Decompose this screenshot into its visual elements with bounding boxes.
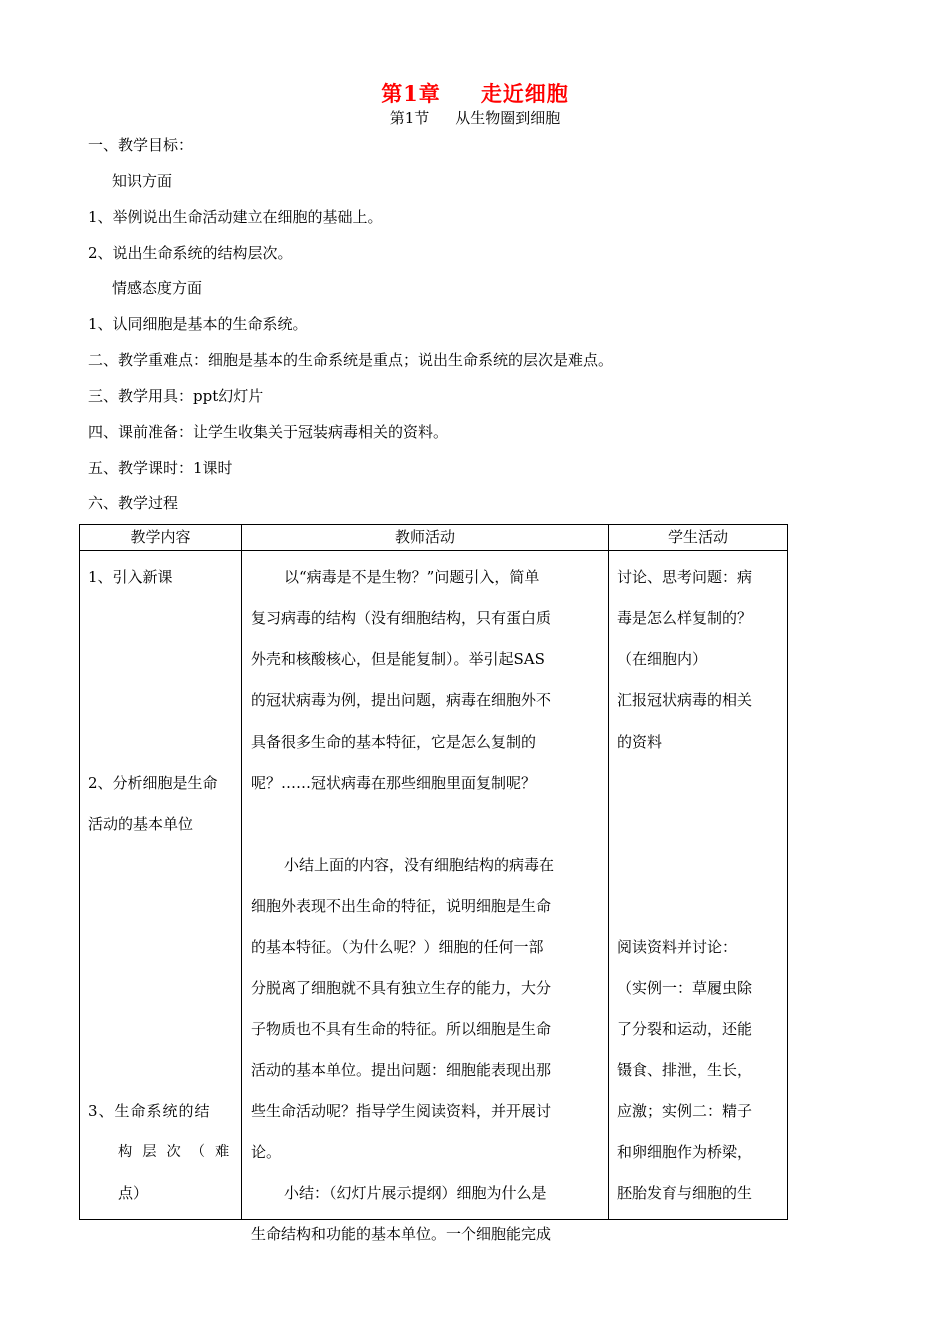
teacher-line: 小结上面的内容，没有细胞结构的病毒在 xyxy=(284,856,555,874)
header-student: 学生活动 xyxy=(609,525,788,551)
chapter-name: 走近细胞 xyxy=(480,81,569,106)
student-line: 胚胎发育与细胞的生 xyxy=(617,1184,753,1202)
student-line: 应激；实例二：精子 xyxy=(617,1102,753,1120)
lesson-table xyxy=(79,524,788,1243)
section-number: 第1节 xyxy=(389,109,430,127)
teacher-line: 复习病毒的结构（没有细胞结构，只有蛋白质 xyxy=(251,609,552,627)
section-name: 从生物圈到细胞 xyxy=(455,109,561,127)
attitude-item: 1、认同细胞是基本的生命系统。 xyxy=(88,315,308,333)
table-header-row xyxy=(80,525,788,551)
key-points: 二、教学重难点：细胞是基本的生命系统是重点；说出生命系统的层次是难点。 xyxy=(88,351,614,369)
process-heading: 六、教学过程 xyxy=(88,494,179,512)
teacher-line: 小结：（幻灯片展示提纲）细胞为什么是 xyxy=(284,1184,547,1202)
content-line: 活动的基本单位 xyxy=(88,815,194,833)
teacher-line: 外壳和核酸核心，但是能复制）。举引起SAS xyxy=(251,650,545,668)
student-line: 和卵细胞作为桥梁， xyxy=(617,1143,753,1161)
student-line: 阅读资料并讨论： xyxy=(617,938,738,956)
teacher-line: 生命结构和功能的基本单位。一个细胞能完成 xyxy=(251,1225,552,1243)
class-hours: 五、教学课时：1课时 xyxy=(88,459,233,477)
teaching-tools: 三、教学用具：ppt幻灯片 xyxy=(88,387,264,405)
teacher-line: 的基本特征。（为什么呢？）细胞的任何一部 xyxy=(251,938,544,956)
content-line: 点） xyxy=(118,1184,149,1202)
student-line: 的资料 xyxy=(617,733,663,751)
attitude-label: 情感态度方面 xyxy=(112,279,203,297)
chapter-number: 第1章 xyxy=(381,81,441,106)
content-line: 构层次（难 xyxy=(118,1144,240,1160)
teacher-line: 具备很多生命的基本特征，它是怎么复制的 xyxy=(251,733,537,751)
student-cell xyxy=(609,551,788,1220)
chapter-title xyxy=(0,78,950,108)
knowledge-label: 知识方面 xyxy=(112,172,173,190)
student-line: 讨论、思考问题：病 xyxy=(617,568,753,586)
header-content: 教学内容 xyxy=(80,525,242,551)
teacher-line: 的冠状病毒为例，提出问题，病毒在细胞外不 xyxy=(251,691,552,709)
student-line: 镊食、排泄，生长， xyxy=(617,1061,753,1079)
section-title xyxy=(0,107,950,128)
teacher-line: 呢？……冠状病毒在那些细胞里面复制呢？ xyxy=(251,774,537,792)
teacher-line: 以“病毒是不是生物？”问题引入，简单 xyxy=(284,568,540,586)
content-cell xyxy=(80,551,242,1220)
teacher-cell xyxy=(242,551,609,1243)
preparation: 四、课前准备：让学生收集关于冠装病毒相关的资料。 xyxy=(88,423,449,441)
student-line: （实例一：草履虫除 xyxy=(617,979,753,997)
header-teacher: 教师活动 xyxy=(242,525,609,551)
teacher-line: 子物质也不具有生命的特征。所以细胞是生命 xyxy=(251,1020,552,1038)
student-line: 汇报冠状病毒的相关 xyxy=(617,691,753,709)
teacher-line: 些生命活动呢？指导学生阅读资料，并开展讨 xyxy=(251,1102,552,1120)
knowledge-item: 2、说出生命系统的结构层次。 xyxy=(88,244,293,262)
objectives-heading: 一、教学目标： xyxy=(88,136,194,154)
student-line: （在细胞内） xyxy=(617,650,708,668)
teacher-line: 论。 xyxy=(251,1143,282,1161)
student-line: 毒是怎么样复制的？ xyxy=(617,609,753,627)
teacher-line: 分脱离了细胞就不具有独立生存的能力，大分 xyxy=(251,979,552,997)
content-line: 2、分析细胞是生命 xyxy=(88,774,218,792)
content-line: 1、引入新课 xyxy=(88,568,173,586)
knowledge-item: 1、举例说出生命活动建立在细胞的基础上。 xyxy=(88,208,383,226)
teacher-line: 细胞外表现不出生命的特征，说明细胞是生命 xyxy=(251,897,552,915)
student-line: 了分裂和运动，还能 xyxy=(617,1020,753,1038)
teacher-line: 活动的基本单位。提出问题：细胞能表现出那 xyxy=(251,1061,552,1079)
content-line: 3、生命系统的结 xyxy=(88,1102,211,1120)
table-body-row xyxy=(80,551,788,1220)
